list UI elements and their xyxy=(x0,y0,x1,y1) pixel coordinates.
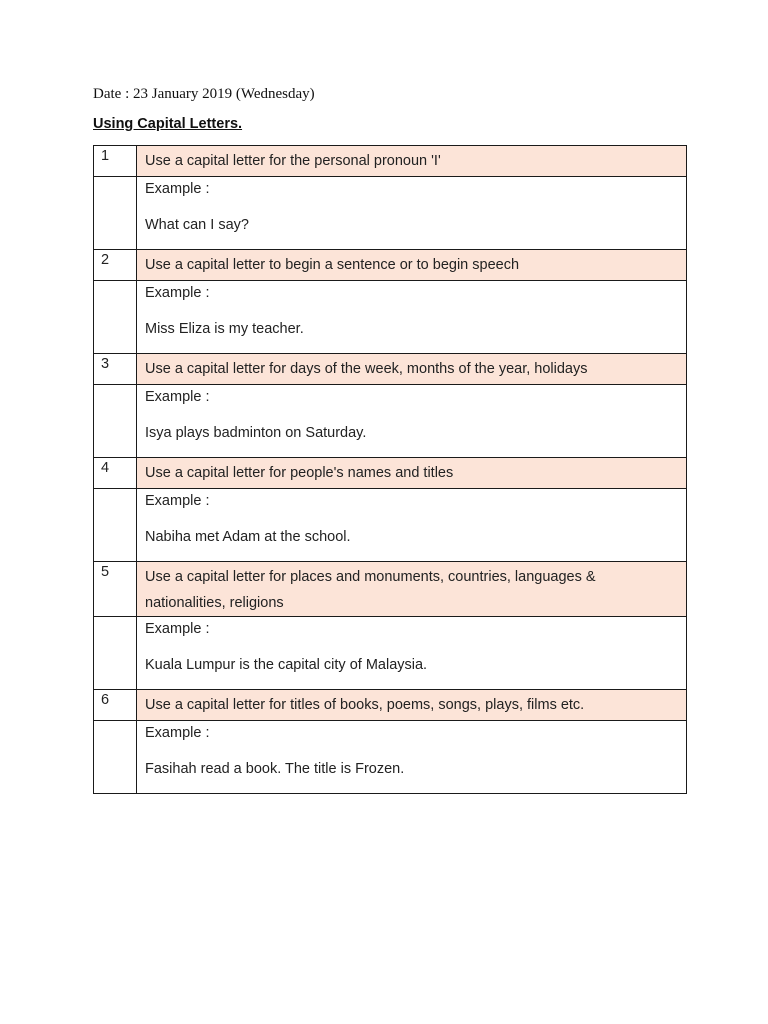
rule-text: Use a capital letter for places and monuments, countries, languages & nationalities, religions xyxy=(137,562,687,617)
example-cell xyxy=(137,385,687,458)
number-spacer xyxy=(94,281,137,354)
rule-row xyxy=(94,354,687,385)
number-spacer xyxy=(94,385,137,458)
number-spacer xyxy=(94,617,137,690)
example-sentence: What can I say? xyxy=(145,217,249,233)
rule-number: 1 xyxy=(94,146,137,177)
example-label: Example : xyxy=(145,621,210,637)
example-sentence: Miss Eliza is my teacher. xyxy=(145,321,304,337)
example-row xyxy=(94,721,687,794)
rule-number: 6 xyxy=(94,690,137,721)
rule-row xyxy=(94,562,687,617)
capital-letters-table xyxy=(93,145,687,794)
rule-text: Use a capital letter for titles of books, poems, songs, plays, films etc. xyxy=(137,690,687,721)
example-cell xyxy=(137,177,687,250)
rule-row xyxy=(94,146,687,177)
example-sentence: Isya plays badminton on Saturday. xyxy=(145,425,367,441)
example-row xyxy=(94,177,687,250)
rule-text: Use a capital letter for the personal pronoun 'I' xyxy=(137,146,687,177)
rule-number: 5 xyxy=(94,562,137,617)
example-sentence: Fasihah read a book. The title is Frozen. xyxy=(145,761,405,777)
number-spacer xyxy=(94,177,137,250)
example-row xyxy=(94,385,687,458)
rule-number: 2 xyxy=(94,250,137,281)
example-label: Example : xyxy=(145,181,210,197)
rule-text: Use a capital letter to begin a sentence or to begin speech xyxy=(137,250,687,281)
example-row xyxy=(94,617,687,690)
number-spacer xyxy=(94,489,137,562)
rule-row xyxy=(94,458,687,489)
example-row xyxy=(94,281,687,354)
example-sentence: Nabiha met Adam at the school. xyxy=(145,529,351,545)
rule-text: Use a capital letter for people's names and titles xyxy=(137,458,687,489)
rule-row xyxy=(94,690,687,721)
example-cell xyxy=(137,489,687,562)
example-row xyxy=(94,489,687,562)
number-spacer xyxy=(94,721,137,794)
example-cell xyxy=(137,617,687,690)
example-sentence: Kuala Lumpur is the capital city of Malaysia. xyxy=(145,657,428,673)
rule-number: 3 xyxy=(94,354,137,385)
example-cell xyxy=(137,721,687,794)
example-cell xyxy=(137,281,687,354)
rule-number: 4 xyxy=(94,458,137,489)
example-label: Example : xyxy=(145,285,210,301)
rule-text: Use a capital letter for days of the week, months of the year, holidays xyxy=(137,354,687,385)
page-heading: Using Capital Letters. xyxy=(93,116,243,132)
example-label: Example : xyxy=(145,493,210,509)
date-line: Date : 23 January 2019 (Wednesday) xyxy=(93,86,315,102)
example-label: Example : xyxy=(145,725,210,741)
rule-row xyxy=(94,250,687,281)
example-label: Example : xyxy=(145,389,210,405)
